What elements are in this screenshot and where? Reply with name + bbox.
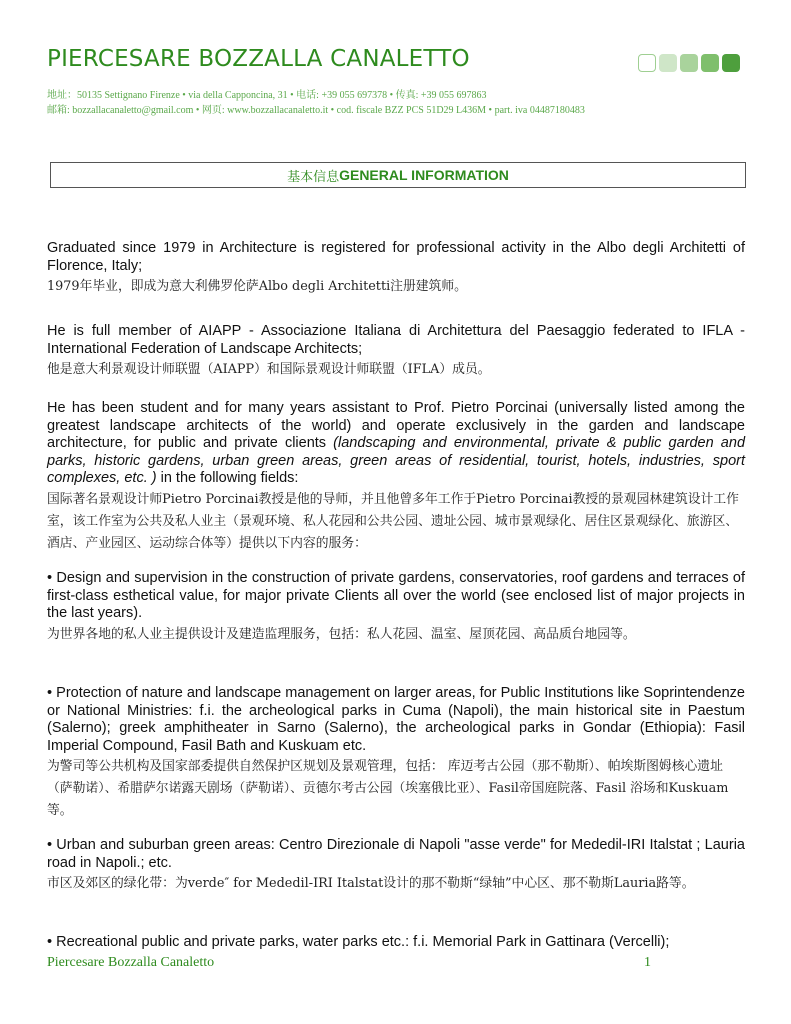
section-title-cn: 基本信息 [287,169,340,185]
paragraph-en: Graduated since 1979 in Architecture is registered for professional activity in the Albo degli Architetti of Florence, Italy; [47,240,745,274]
paragraph-en [47,400,745,488]
contact-email-line: 邮箱: bozzallacanaletto@gmail.com • 网页: www.bozzallacanaletto.it • cod. fiscale BZZ PCS 51D29 L436M • part. iva 04487180483 [47,105,585,116]
paragraph-en: • Protection of nature and landscape management on larger areas, for Public Institutions like Soprintendenze or National Ministries: f.i. the archeological parks in Cuma (Napoli), the main historical site in Paestum (Salerno); greek amphitheater in Sarno (Salerno), the archeological parks in Gondar (Ethiopia): Fasil Imperial Compound, Fasil Bath and Kuskuam etc. [47,685,745,754]
paragraph-urban-green [47,837,745,895]
contact-address-line: 地址：50135 Settignano Firenze • via della Capponcina, 31 • 电话: +39 055 697378 • 传真: +39 055 697863 [47,90,487,101]
paragraph-en-part: He has been student and for many years assistant to Prof. Pietro Porcinai (universally listed among the greatest landscape architects of the world) and operate exclusively in the garden and landscape architecture, for public and private clients [47,400,745,451]
paragraph-private-gardens [47,570,745,646]
paragraph-zh: 1979年毕业，即成为意大利佛罗伦萨Albo degli Architetti注册建筑师。 [47,279,467,294]
section-title-en: GENERAL INFORMATION [339,167,509,183]
brand-square [659,54,677,72]
paragraph-zh: 为警司等公共机构及国家部委提供自然保护区规划及景观管理，包括： 库迈考古公园（那不勒斯）、帕埃斯图姆核心遗址（萨勒诺）、希腊萨尔诺露天剧场（萨勒诺）、贡德尔考古公园（埃塞俄比亚）、Fasil帝国庭院落、Fasil 浴场和Kuskuam等。 [47,759,729,818]
brand-square [701,54,719,72]
brand-square [680,54,698,72]
brand-square [722,54,740,72]
brand-squares [638,54,740,72]
paragraph-zh: 国际著名景观设计师Pietro Porcinai教授是他的导师，并且他曾多年工作于Pietro Porcinai教授的景观园林建筑设计工作室，该工作室为公共及私人业主（景观环境、私人花园和公共公园、遗址公园、城市景观绿化、居住区景观绿化、旅游区、酒店、产业园区、运动综合体等）提供以下内容的服务： [47,491,739,551]
paragraph-zh: 他是意大利景观设计师联盟（AIAPP）和国际景观设计师联盟（IFLA）成员。 [47,362,491,377]
page-number: 1 [644,955,651,970]
paragraph-zh: 为世界各地的私人业主提供设计及建造监理服务，包括：私人花园、温室、屋顶花园、高品质台地园等。 [47,626,636,642]
paragraph-graduation [47,240,745,298]
paragraph-membership [47,323,745,381]
brand-square [638,54,656,72]
paragraph-porcinai [47,400,745,555]
paragraph-en: He is full member of AIAPP - Associazione Italiana di Architettura del Paesaggio federated to IFLA - International Federation of Landscape Architects; [47,323,745,357]
paragraph-nature-protection [47,685,745,822]
paragraph-en: • Urban and suburban green areas: Centro Direzionale di Napoli "asse verde" for Mededil-IRI Italstat ; Lauria road in Napoli.; etc. [47,837,745,871]
section-title-box [50,162,746,188]
company-title: PIERCESARE BOZZALLA CANALETTO [47,46,470,72]
paragraph-en: • Design and supervision in the construction of private gardens, conservatories, roof gardens and terraces of first-class esthetical value, for major private Clients all over the world (see enclosed list of major projects in the last years). [47,570,745,621]
paragraph-en-italic: (landscaping and environmental, private & public garden and parks, historic gardens, urban green areas, green areas of residential, tourist, hotels, industries, sport complexes, etc. ) [47,435,746,486]
footer-name: Piercesare Bozzalla Canaletto [47,955,215,970]
paragraph-zh: 市区及郊区的绿化带：为verde″ for Mededil-IRI Italstat设计的那不勒斯“绿轴”中心区、那不勒斯Lauria路等。 [47,876,695,891]
paragraph-recreational-parks [47,934,745,952]
paragraph-en-part: in the following fields: [156,470,299,486]
paragraph-en: • Recreational public and private parks, water parks etc.: f.i. Memorial Park in Gattinara (Vercelli); [47,934,670,950]
